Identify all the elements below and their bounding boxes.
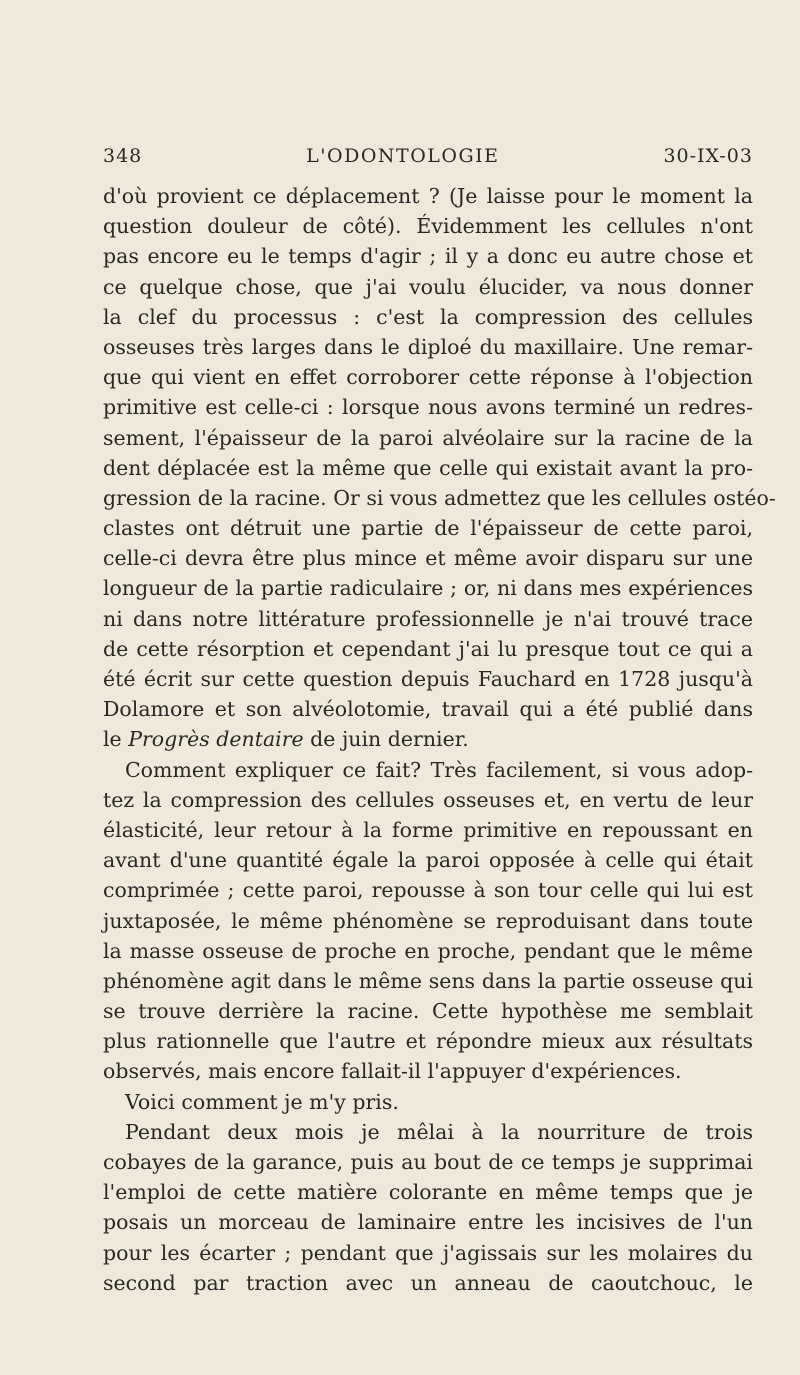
text-line: pour les écarter ; pendant que j'agissais sur les molaires du [103,1240,753,1265]
text-line: Pendant deux mois je mêlai à la nourriture de trois [125,1119,753,1144]
text-line: gression de la racine. Or si vous admettez que les cellules ostéo- [103,485,776,510]
paragraph-1 [103,181,776,755]
running-header [103,145,753,181]
text-line: second par traction avec un anneau de caoutchouc, le [103,1270,753,1295]
text-line: plus rationnelle que l'autre et répondre mieux aux résultats [103,1029,753,1054]
text-line: primitive est celle-ci : lorsque nous avons terminé un redres- [103,395,753,420]
text-line: Dolamore et son alvéolotomie, travail qui a été publié dans [103,697,753,722]
text-line: la masse osseuse de proche en proche, pendant que le même [103,938,753,963]
text-line: tez la compression des cellules osseuses et, en vertu de leur [103,787,753,812]
text-line: sement, l'épaisseur de la paroi alvéolaire sur la racine de la [103,425,753,450]
text-line: observés, mais encore fallait-il l'appuyer d'expériences. [103,1059,682,1084]
text-line: l'emploi de cette matière colorante en même temps que je [103,1180,753,1205]
text-line: osseuses très larges dans le diploé du maxillaire. Une remar- [103,334,753,359]
text-fragment: le [103,727,129,752]
body-text [103,181,776,1298]
text-line: phénomène agit dans le même sens dans la partie osseuse qui [103,968,753,993]
text-line: juxtaposée, le même phénomène se reproduisant dans toute [103,908,753,933]
issue-date: 30-IX-03 [663,145,753,167]
text-line: la clef du processus : c'est la compression des cellules [103,304,753,329]
paragraph-4 [103,1117,753,1298]
text-line: ni dans notre littérature professionnelle je n'ai trouvé trace [103,606,753,631]
text-line: comprimée ; cette paroi, repousse à son tour celle qui lui est [103,878,753,903]
text-line: élasticité, leur retour à la forme primitive en repoussant en [103,817,753,842]
journal-reference: Progrès dentaire [128,727,304,752]
text-line: pas encore eu le temps d'agir ; il y a donc eu autre chose et [103,244,753,269]
text-line: de cette résorption et cependant j'ai lu presque tout ce qui a [103,636,753,661]
text-line: posais un morceau de laminaire entre les incisives de l'un [103,1210,753,1235]
text-line: Voici comment je m'y pris. [125,1089,399,1114]
journal-title: L'ODONTOLOGIE [306,145,500,167]
text-line: clastes ont détruit une partie de l'épaisseur de cette paroi, [103,516,753,541]
text-line: se trouve derrière la racine. Cette hypothèse me semblait [103,999,753,1024]
text-line: ce quelque chose, que j'ai voulu élucider, va nous donner [103,274,753,299]
text-line: dent déplacée est la même que celle qui existait avant la pro- [103,455,753,480]
page-number: 348 [103,145,143,167]
text-line: que qui vient en effet corroborer cette réponse à l'objection [103,365,753,390]
text-line [103,724,753,754]
text-line: question douleur de côté). Évidemment les cellules n'ont [103,214,753,239]
text-line: Comment expliquer ce fait? Très facilement, si vous adop- [125,757,753,782]
text-line: celle-ci devra être plus mince et même avoir disparu sur une [103,546,753,571]
paragraph-2 [103,755,753,1087]
text-line: avant d'une quantité égale la paroi opposée à celle qui était [103,848,753,873]
text-line: d'où provient ce déplacement ? (Je laisse pour le moment la [103,184,753,208]
document-page [103,145,776,1298]
text-line: été écrit sur cette question depuis Fauchard en 1728 jusqu'à [103,667,753,691]
text-line: longueur de la partie radiculaire ; or, ni dans mes expériences [103,576,753,601]
text-fragment: de juin dernier. [303,727,469,752]
paragraph-3 [103,1087,753,1117]
text-line: cobayes de la garance, puis au bout de ce temps je supprimai [103,1150,753,1174]
